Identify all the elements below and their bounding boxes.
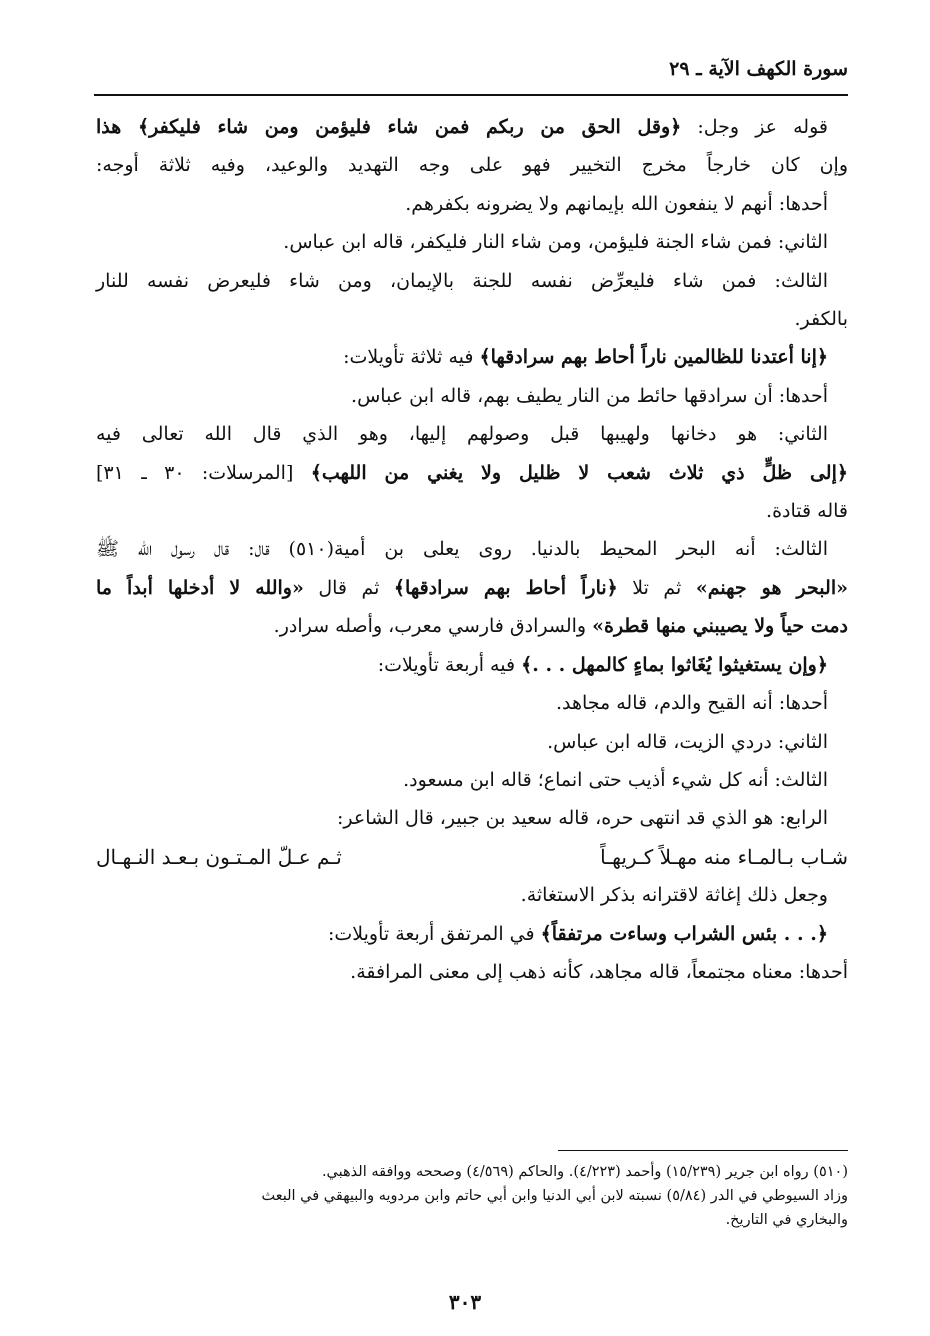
text-line: وإن كان خارجاً مخرج التخيير فهو على وجه التهديد والوعيد، وفيه ثلاثة أوجه: [96, 154, 848, 177]
text-line: الثاني: دردي الزيت، قاله ابن عباس. [547, 730, 828, 753]
text-span: في المرتفق أربعة تأويلات: [328, 922, 541, 945]
text-line: بالكفر. [794, 308, 848, 331]
footnotes [96, 1160, 848, 1232]
text-span: ثم تلا [617, 576, 696, 599]
text-line [96, 607, 848, 645]
text-span: ثم قال [303, 576, 394, 599]
poetry-verse [96, 838, 848, 876]
text-line: الثالث: أنه كل شيء أذيب حتى انماع؛ قاله ابن مسعود. [403, 768, 828, 791]
text-line: الرابع: هو الذي قد انتهى حره، قاله سعيد بن جبير، قال الشاعر: [336, 807, 828, 830]
hadith-quote: «البحر هو جهنم» [695, 576, 848, 599]
text-line [96, 338, 848, 376]
text-line [96, 569, 848, 607]
main-text [96, 108, 848, 991]
hadith-quote: دمت حياً ولا يصيبني منها قطرة» [592, 615, 848, 638]
text-line: أحدها: أنهم لا ينفعون الله بإيمانهم ولا يضرونه بكفرهم. [405, 192, 828, 215]
quran-quote: ﴿ناراً أحاط بهم سرادقها﴾ [393, 576, 618, 599]
text-line: وجعل ذلك إغاثة لاقترانه بذكر الاستغاثة. [520, 884, 828, 907]
text-span: قوله عز وجل: [681, 116, 828, 138]
text-line [96, 108, 848, 146]
verse-first-hemistich: شـاب بـالمـاء منه مهـلاً كـريهـاً [600, 844, 848, 869]
text-line: أحدها: أن سرادقها حائط من النار يطيف بهم، قاله ابن عباس. [351, 384, 828, 407]
quran-quote: ﴿إنا أعتدنا للظالمين ناراً أحاط بهم سرادقها﴾ [479, 346, 828, 369]
text-span: فيه ثلاثة تأويلات: [343, 346, 480, 369]
hadith-quote: «والله لا أدخلها أبداً ما [96, 576, 304, 599]
running-header: سورة الكهف الآية ـ ٢٩ [669, 58, 848, 80]
text-line [96, 915, 848, 953]
footnote-line: وزاد السيوطي في الدر (٥/٨٤) نسبته لابن أبي الدنيا وابن أبي حاتم وابن مردويه والبيهقي في البعث [261, 1188, 848, 1204]
text-line: أحدها: معناه مجتمعاً، قاله مجاهد، كأنه ذهب إلى معنى المرافقة. [350, 960, 848, 983]
text-span: والسرادق فارسي معرب، وأصله سرادر. [273, 615, 593, 638]
text-line: الثالث: فمن شاء فليعرِّض نفسه للجنة بالإيمان، ومن شاء فليعرض نفسه للنار [96, 269, 828, 292]
footnote-line: والبخاري في التاريخ. [725, 1212, 848, 1228]
header-rule [94, 94, 848, 96]
text-span: فيه أربعة تأويلات: [377, 653, 522, 676]
text-line: الثاني: فمن شاء الجنة فليؤمن، ومن شاء النار فليكفر، قاله ابن عباس. [283, 231, 828, 254]
text-line: الثالث: أنه البحر المحيط بالدنيا. روى يعلى بن أمية(٥١٠) قال: قال رسول الله ﷺ [96, 538, 828, 561]
text-line [96, 646, 848, 684]
quran-quote: ﴿. . . بئس الشراب وساءت مرتفقاً﴾ [540, 922, 828, 945]
text-span: [المرسلات: ٣٠ ـ ٣١] [96, 461, 311, 484]
quran-quote: ﴿وقل الحق من ربكم فمن شاء فليؤمن ومن شاء فليكفر﴾ هذا [96, 116, 682, 138]
verse-second-hemistich: ثـم عـلّ المـتـون بـعـد النـهـال [96, 844, 342, 869]
footnote-rule [558, 1150, 848, 1151]
footnote-line: (٥١٠) رواه ابن جرير (١٥/٢٣٩) وأحمد (٤/٢٢٣). والحاكم (٤/٥٦٩) وصححه ووافقه الذهبي. [321, 1164, 848, 1180]
text-line: قاله قتادة. [766, 500, 848, 523]
quran-quote: ﴿وإن يستغيثوا يُغَاثوا بماءٍ كالمهل . . .﴾ [521, 653, 828, 676]
page-number: ٣٠٣ [448, 1290, 482, 1314]
quran-quote: ﴿إلى ظلٍّ ذي ثلاث شعب لا ظليل ولا يغني من اللهب﴾ [310, 461, 848, 484]
text-line: أحدها: أنه القيح والدم، قاله مجاهد. [555, 692, 828, 715]
text-line: الثاني: هو دخانها ولهيبها قبل وصولهم إليها، وهو الذي قال الله تعالى فيه [96, 423, 828, 446]
text-line [96, 454, 848, 492]
